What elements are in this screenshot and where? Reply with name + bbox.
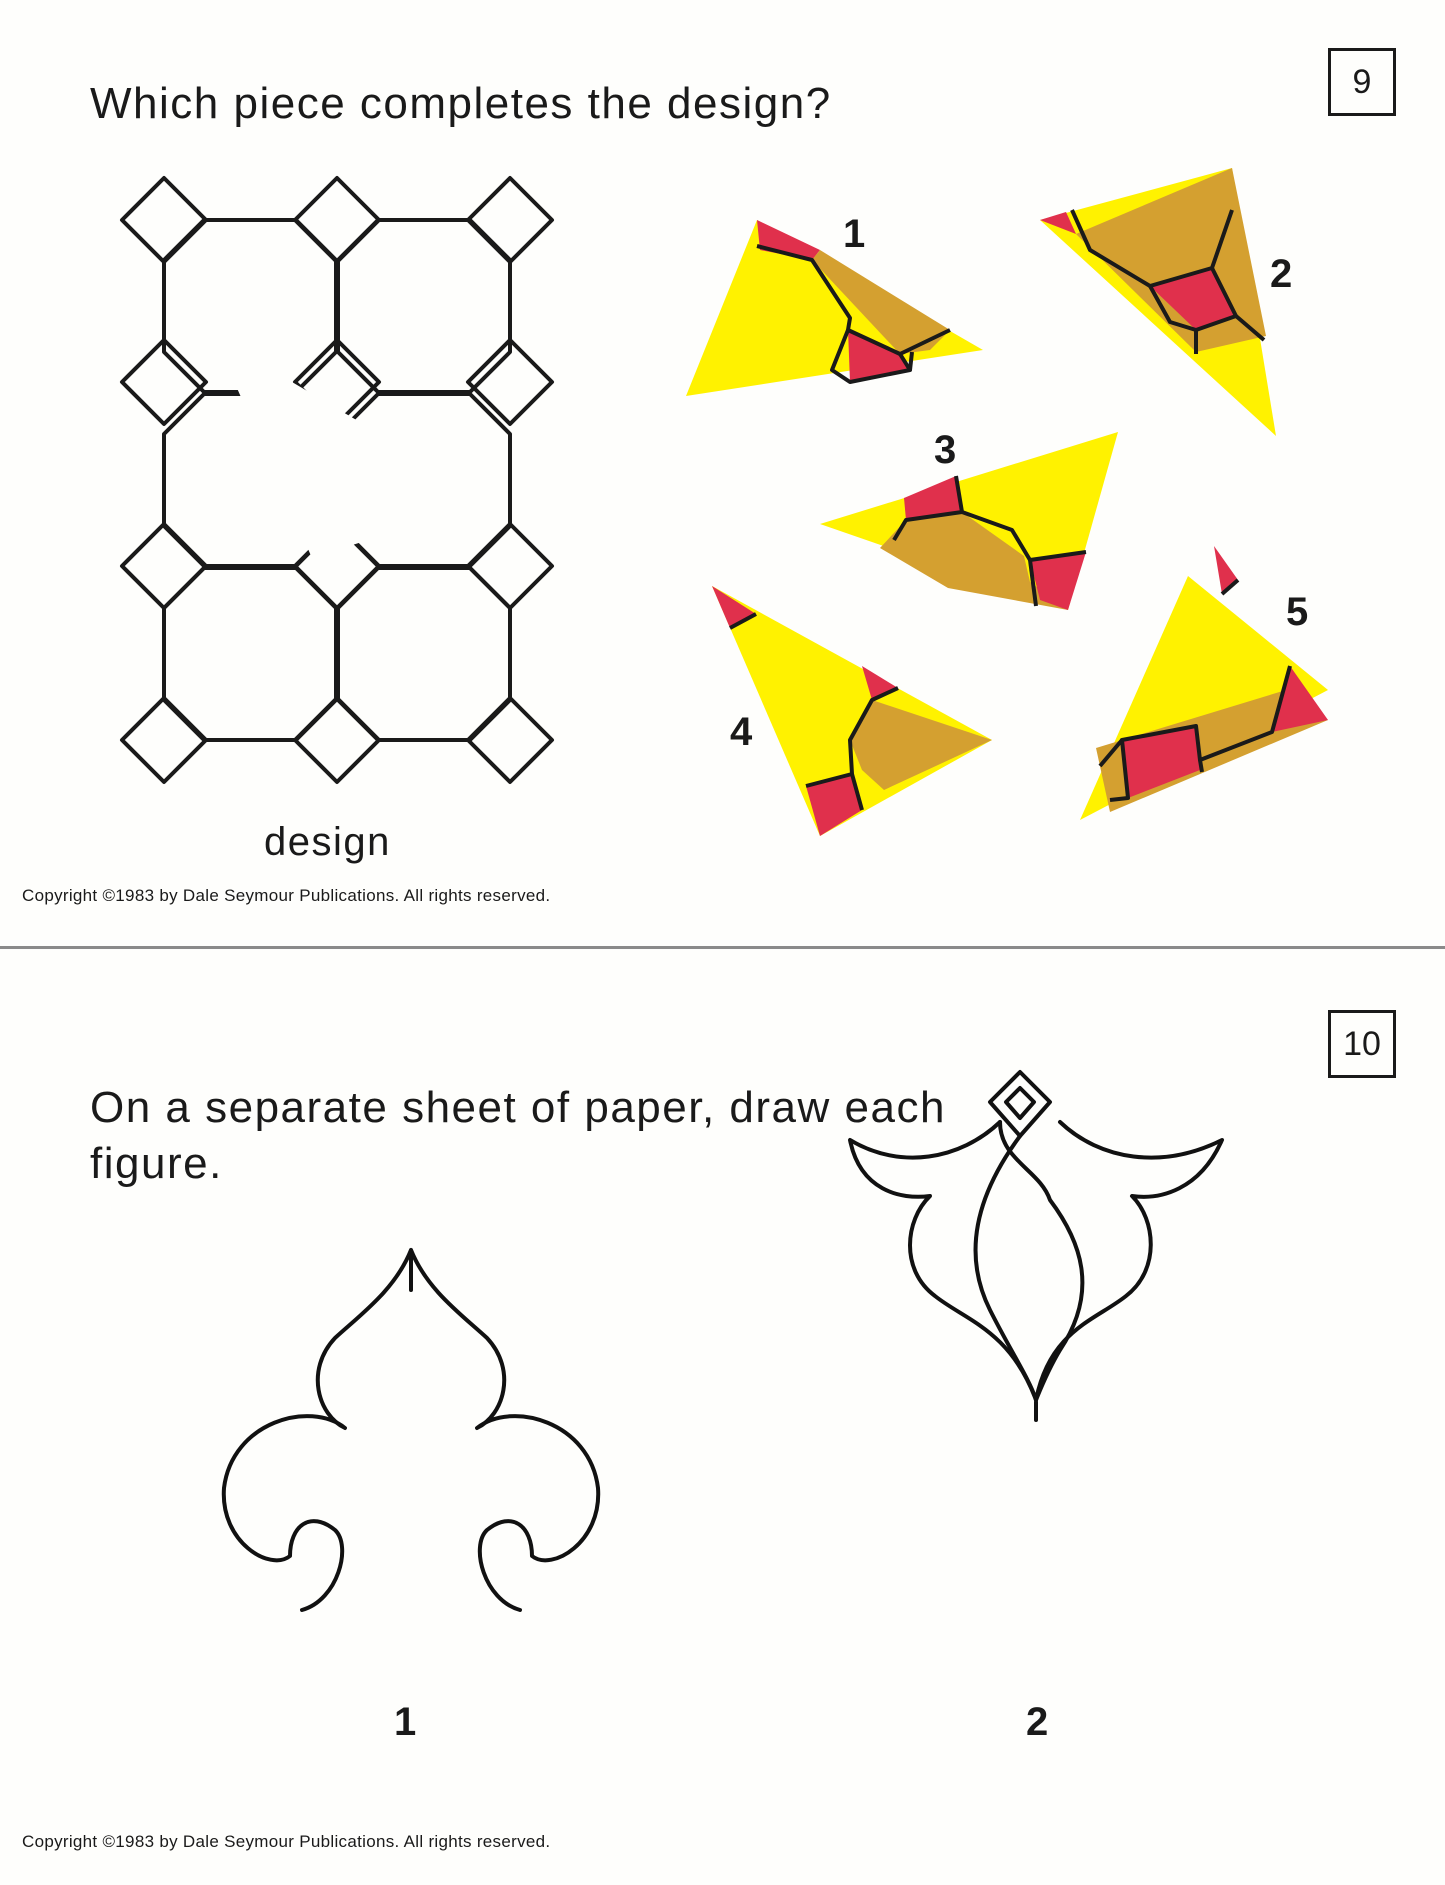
card-divider	[0, 946, 1445, 949]
card-10-number: 10	[1328, 1010, 1396, 1078]
piece-5-label: 5	[1286, 590, 1309, 634]
figure-1-label: 1	[394, 1700, 417, 1744]
design-octagon-6	[338, 568, 510, 740]
piece-2[interactable]	[1040, 168, 1276, 436]
card-9-copyright: Copyright ©1983 by Dale Seymour Publications. All rights reserved.	[22, 886, 551, 905]
card-10	[0, 950, 1445, 1885]
design-square	[295, 698, 379, 782]
piece-1[interactable]	[686, 220, 983, 396]
piece-4[interactable]	[712, 586, 992, 836]
design-octagon-5	[164, 568, 336, 740]
piece-5[interactable]	[1080, 546, 1328, 820]
design-square	[295, 178, 379, 262]
card-9-prompt: Which piece completes the design?	[90, 79, 832, 128]
card-10-art	[0, 950, 1445, 1885]
piece-4-label: 4	[730, 710, 753, 754]
design-square	[468, 178, 552, 262]
piece-3-label: 3	[934, 428, 957, 472]
design-square	[122, 178, 206, 262]
piece-2-label: 2	[1270, 252, 1293, 296]
figure-1-fleur-de-lis	[224, 1250, 598, 1610]
design-square	[468, 524, 552, 608]
piece-3[interactable]	[820, 432, 1118, 610]
design-square	[122, 524, 206, 608]
figure-2-label: 2	[1026, 1700, 1049, 1744]
card-10-prompt-line-1: On a separate sheet of paper, draw each	[90, 1083, 946, 1132]
design-pattern	[122, 178, 552, 782]
card-10-copyright: Copyright ©1983 by Dale Seymour Publications. All rights reserved.	[22, 1832, 551, 1851]
design-square	[468, 698, 552, 782]
card-9-number: 9	[1328, 48, 1396, 116]
design-caption: design	[264, 820, 391, 864]
piece-1-label: 1	[843, 212, 866, 256]
design-square	[122, 698, 206, 782]
card-10-prompt-line-2: figure.	[90, 1139, 223, 1188]
figure-2-ornament	[850, 1072, 1222, 1420]
